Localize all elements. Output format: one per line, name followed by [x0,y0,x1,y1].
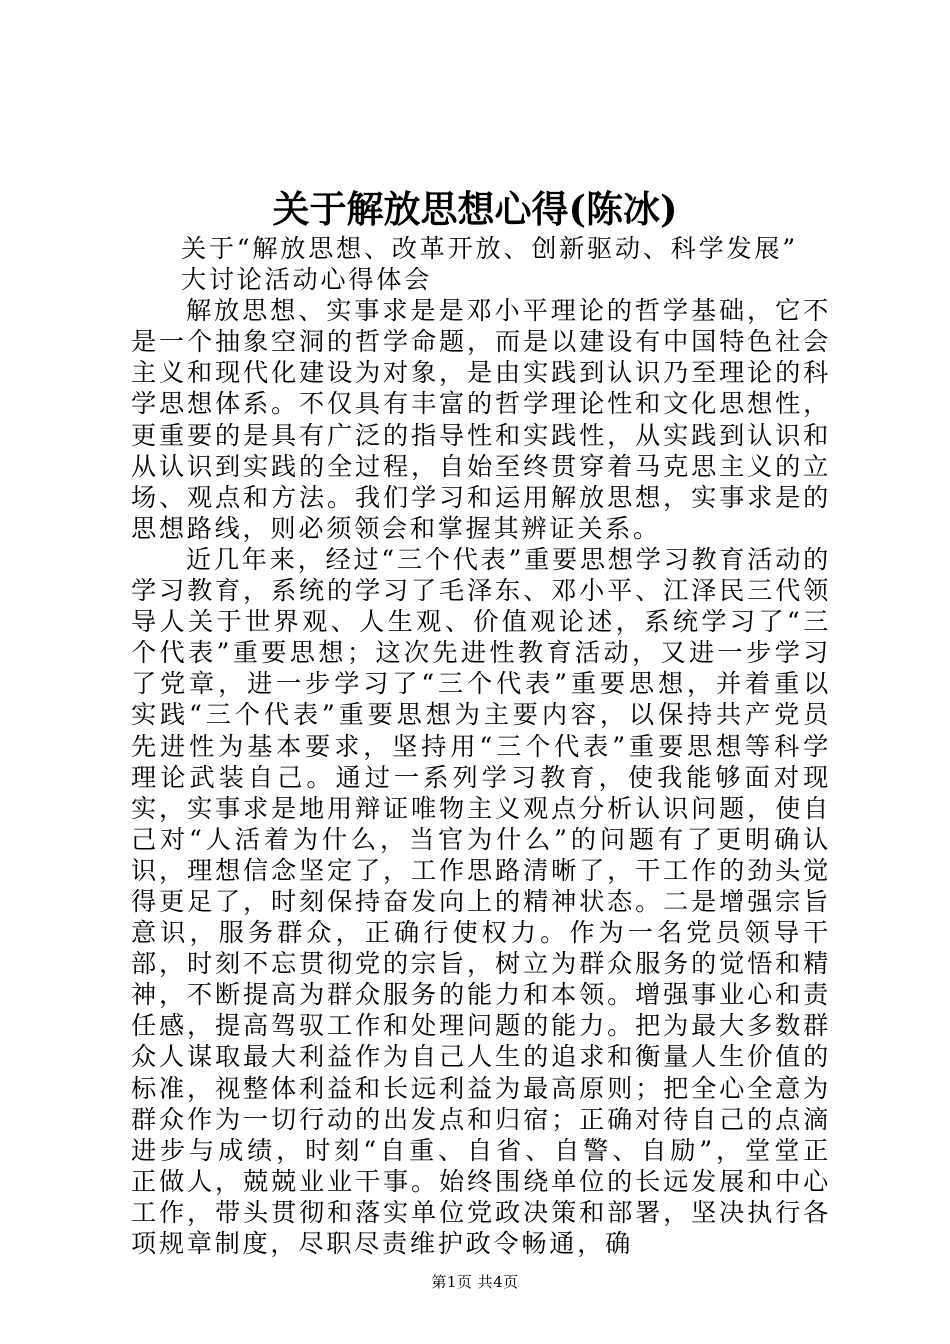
document-body [131,233,831,1259]
subtitle-line-2: 大讨论活动心得体会 [181,265,432,295]
paragraph-1: 解放思想、实事求是是邓小平理论的哲学基础，它不是一个抽象空洞的哲学命题，而是以建设有中国特色社会主义和现代化建设为对象，是由实践到认识乃至理论的科学思想体系。不仅具有丰富的哲学理论性和文化思想性，更重要的是具有广泛的指导性和实践性，从实践到认识和从认识到实践的全过程，自始至终贯穿着马克思主义的立场、观点和方法。我们学习和运用解放思想，实事求是的思想路线，则必须领会和掌握其辨证关系。 [131,296,831,543]
subtitle-line-1: 关于“解放思想、改革开放、创新驱动、科学发展” [181,234,798,263]
paragraph-2: 近几年来，经过“三个代表”重要思想学习教育活动的学习教育，系统的学习了毛泽东、邓小平、江泽民三代领导人关于世界观、人生观、价值观论述，系统学习了“三个代表”重要思想；这次先进性教育活动，又进一步学习了党章，进一步学习了“三个代表”重要思想，并着重以实践“三个代表”重要思想为主要内容，以保持共产党员先进性为基本要求，坚持用“三个代表”重要思想等科学理论武装自己。通过一系列学习教育，使我能够面对现实，实事求是地用辩证唯物主义观点分析认识问题，使自己对“人活着为什么，当官为什么”的问题有了更明确认识，理想信念坚定了，工作思路清晰了，干工作的劲头觉得更足了，时刻保持奋发向上的精神状态。二是增强宗旨意识，服务群众，正确行使权力。作为一名党员领导干部，时刻不忘贯彻党的宗旨，树立为群众服务的觉悟和精神，不断提高为群众服务的能力和本领。增强事业心和责任感，提高驾驭工作和处理问题的能力。把为最大多数群众人谋取最大利益作为自己人生的追求和衡量人生价值的标准，视整体利益和长远利益为最高原则；把全心全意为群众作为一切行动的出发点和归宿；正确对待自己的点滴进步与成绩，时刻“自重、自省、自警、自励”，堂堂正正做人，兢兢业业干事。始终围绕单位的长远发展和中心工作，带头贯彻和落实单位党政决策和部署，坚决执行各项规章制度，尽职尽责维护政令畅通，确 [131,544,831,1258]
document-title: 关于解放思想心得(陈冰) [272,187,678,231]
page-number-footer: 第1页 共4页 [431,1273,519,1291]
